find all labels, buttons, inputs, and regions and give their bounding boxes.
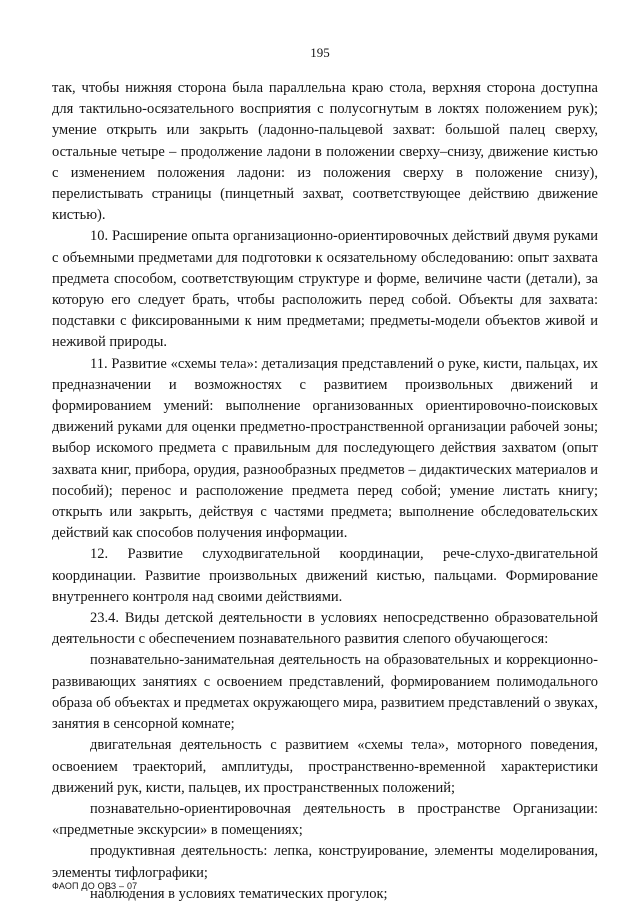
list-item: двигательная деятельность с развитием «схемы тела», моторного поведения, освоением траекторий, амплитуды, пространственно-временной характеристики движений рук, кисти, пальцев, их пространственных положений; [52, 737, 598, 796]
paragraph: 12. Развитие слуходвигательной координации, рече-слухо-двигательной координации. Развитие произвольных движений кистью, пальцами. Формирование внутреннего контроля над своими действиями. [52, 546, 598, 605]
list-item: продуктивная деятельность: лепка, конструирование, элементы моделирования, элементы тифлографики; [52, 843, 598, 881]
page-number: 195 [310, 45, 330, 60]
paragraph: 10. Расширение опыта организационно-ориентировочных действий двумя руками с объемными предметами для подготовки к осязательному обследованию: опыт захвата предмета способом, соответствующим структуре и форме, величине части (детали), за которую его следует брать, чтобы расположить перед собой. Объекты для захвата: подставки с фиксированными к ним предметами; предметы-модели объектов живой и неживой природы. [52, 228, 598, 351]
section-heading-paragraph: 23.4. Виды детской деятельности в условиях непосредственно образовательной деятельности с обеспечением познавательного развития слепого обучающегося: [52, 610, 598, 648]
list-item: наблюдения в условиях тематических прогулок; [90, 885, 388, 902]
paragraph: 11. Развитие «схемы тела»: детализация представлений о руке, кисти, пальцах, их предназначении и возможностях с развитием произвольных движений и формированием умений: выполнение организованных ориентировочно-поисковых движений руками для оценки предметно-пространственной организации рабочей зоны; выбор искомого предмета с правильным для последующего действия захватом (опыт захвата книг, прибора, орудия, разнообразных предметов – дидактических материалов и пособий); перенос и расположение предмета перед собой; умение листать книгу; открыть или закрыть, действуя с частями предмета; выполнение обследовательских действий как способов получения информации. [52, 355, 598, 542]
list-item: познавательно-занимательная деятельность на образовательных и коррекционно-развивающих занятиях с освоением представлений, формированием полимодального образа об объектах и предметах окружающего мира, развитием представлений о звуках, занятия в сенсорной комнате; [52, 652, 598, 733]
list-item: познавательно-ориентировочная деятельность в пространстве Организации: «предметные экскурсии» в помещениях; [52, 800, 598, 839]
paragraph: так, чтобы нижняя сторона была параллельна краю стола, верхняя сторона доступна для тактильно-осязательного восприятия с полусогнутым в локтях положением рук); умение открыть или закрыть (ладонно-пальцевой захват: большой палец сверху, остальные четыре – продолжение ладони в положении сверху–снизу, движение кистью с изменением положения ладони: из положения сверху в положение снизу), перелистывать страницы (пинцетный захват, соответствующее действию движение кистью). [52, 80, 598, 224]
document-footer: ФАОП ДО ОВЗ – 07 [52, 881, 138, 891]
body-text [52, 78, 598, 905]
